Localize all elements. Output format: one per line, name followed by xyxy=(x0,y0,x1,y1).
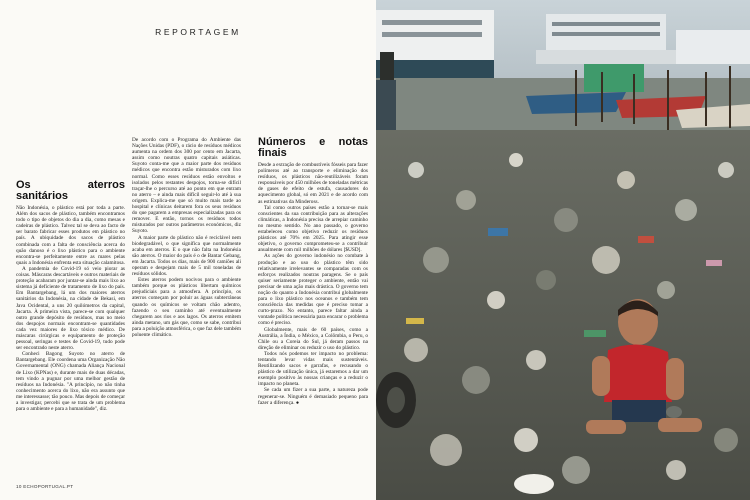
paragraph: Conheci Bagong Suyoto no aterro de Bantargebang. Ele coordena uma Organização Não Governamental (ONG) chamada Aliança Nacional de Lixo (KPNas) e, durante mais de duas décadas, tem vindo a pugnar por uma melhor gestão de resíduos na Indonésia. "A princípio, no não tinha conhecimento acerca do lixo, não era assunto que me interessasse; tão pouco. Mas depois de começar a investigar, percebi que se trata de um problema para o ambiente e para a humanidade", diz. xyxy=(16,351,125,413)
white-container xyxy=(514,474,554,494)
page-folio: 10 ECHOPORTUGAL.PT xyxy=(16,484,74,489)
section-kicker: REPORTAGEM xyxy=(155,27,241,37)
paragraph: Não Indonésia, o plástico está por toda a parte. Além dos sacos de plástico, também encontramos todo o tipo de objetos do dia a dia, como mesas e cadeiras de plástico. Talvez tal se deva ao facto de ser barato fabricar esses produtos em plástico no país. A ubiquidade dos sacos de plástico combinada com a falta de consciência acerca do quão danoso é o lixo plástico para o ambiente encontra-se perfeitamente entre as mares pelas quais a Indonésia enfrenta esta situação calamitosa. xyxy=(16,205,125,266)
article-column-3 xyxy=(258,137,368,406)
subheading-final-notes: Números e notas finais xyxy=(258,136,368,159)
paragraph: Globalmente, mais de 60 países, como a Austrália, a Índia, o México, a Colômbia, o Peru, o Chile ou a Coreia do Sul, já deram passos na direção de eliminar ou reduzir o uso do plástico. xyxy=(258,326,368,351)
paragraph: Todos nós podemos ter impacto no problema: tentando levar vidas mais sustentáveis. Reutilizando sacos e garrafas, e recusando o plástico de utilização única, já estaremos a dar um exemplo positivo às nossas crianças e a reduzir o impacto no planeta. xyxy=(258,350,368,388)
harbor-trash-photo xyxy=(376,0,750,500)
paragraph: Tal como outros países estão a tornar-se mais conscientes da sua contribuição para as alterações climáticas, a Indonésia precisa de arrepiar caminho no mesmo sentido. No ano passado, o governo estabeleceu como objetivo reduzir os resíduos plásticos até 70% em 2025. Para atingir esse objetivo, o governo comprometeu-se a contribuir anualmente com mil milhões de dólares [$USD]. xyxy=(258,204,368,254)
paragraph: A maior parte do plástico não é reciclável nem biodegradável, o que significa que normalmente acaba em aterros. E o que não falta na Indonésia são aterros. O maior do país é o de Bantar Gebang, em Jacarta. Todos os dias, mais de 900 camiões ali operam e despejam mais de 5 mil toneladas de resíduos sólidos. xyxy=(132,234,241,278)
paragraph: As ações do governo indonésio no combate à produção e ao uso do plástico têm sido relativamente irrelevantes se comparadas com os esforços realizados noutras paragens. Se o país quiser seriamente proteger o ambiente, então vai precisar de uma ação mais drástica. O governo tem noção do quanto a Indonésia contribui globalmente para o lixo plástico nos oceanos e também tem consciência das medidas que é preciso tomar a curto-prazo. No entanto, parece faltar ainda a vontade política necessária para encarar o problema como é preciso. xyxy=(258,253,368,327)
paragraph: De acordo com o Programa do Ambiente das Nações Unidas (PDF), o rácio de resíduos médicos aumenta na ordem dos 300 por cento em Jacarta, assim como noutras quatro capitais asiáticas. Suyoto conta-me que a maior parte dos resíduos médicos que encontra estão misturados com lixo normal. Como esses resíduos estão envoltos e isolados pelos restantes despojos, torna-se difícil traçar-lhe o percurso até ao ponto em que entram no aterro – e ainda mais difícil seguir-lo até à sua origem. Explica-me que só muito mais tarde ao hospital e clínicas deitarem fora os seus resíduos do que pagarem a empresas especializadas para os remover. E então, tornos os resíduos todos misturados por outros parâmetros económicos, diz Suyoto. xyxy=(132,137,241,235)
discarded-tires xyxy=(376,372,416,428)
paragraph: Desde a extração de combustíveis fósseis para fazer polímeros até ao transporte e eliminação dos resíduos, os plásticos não-reutilizáveis foram responsáveis por 450 milhões de toneladas métricas de gases de efeito de estufa, causadores do aquecimento global, só em 2021 e de acordo com as estimativas da Mindeross. xyxy=(258,162,368,205)
photo-illustration xyxy=(376,0,750,500)
paragraph: A pandemia de Covid-19 só veio piorar as coisas. Máscaras descartáveis e outros materiais de proteção acabaram por juntar-se ainda mais lixo ao sistema já deficiente de tratamento de lixo do país. Em Bantargebang, lá um dos maiores aterros sanitários da Indonésia, na cidade de Bekasi, em Java Ocidental, a uns 20 quilómetros da capital, Jacarta. À primeira vista, parece-se com qualquer outro grande depósito de resíduos, mas no meio dos despojos normais encontram-se quantidades cada vez maiores de lixo tóxico médico. De máscaras cirúrgicas e equipamento de proteção pessoal, seringas e testes de Covid-19, tudo pode ser encontrado neste aterro. xyxy=(16,265,125,352)
subheading-landfills: Os aterros sanitários xyxy=(16,179,125,202)
paragraph: Estes aterros podem nocivos para o ambiente também porque os plásticos libertam químicos prejudiciais para a atmosfera. A princípio, os aterros começam por poluir as águas subterrâneas quando os químicos se voltam chão adentro, fazendo o seu caminho até eventualmente chegarem aos rios e aos lagos. Os aterros emitem ainda metano, um gás que, como se sabe, contribui para a poluição atmosférica, o que faz dele também poluente climático. xyxy=(132,277,241,338)
article-column-1 xyxy=(16,180,125,412)
paragraph: Se cada um fizer a sua parte, a natureza pode regenerar-se. Ninguém é demasiado pequeno para fazer a diferença. ● xyxy=(258,387,368,406)
article-column-2 xyxy=(132,137,241,338)
